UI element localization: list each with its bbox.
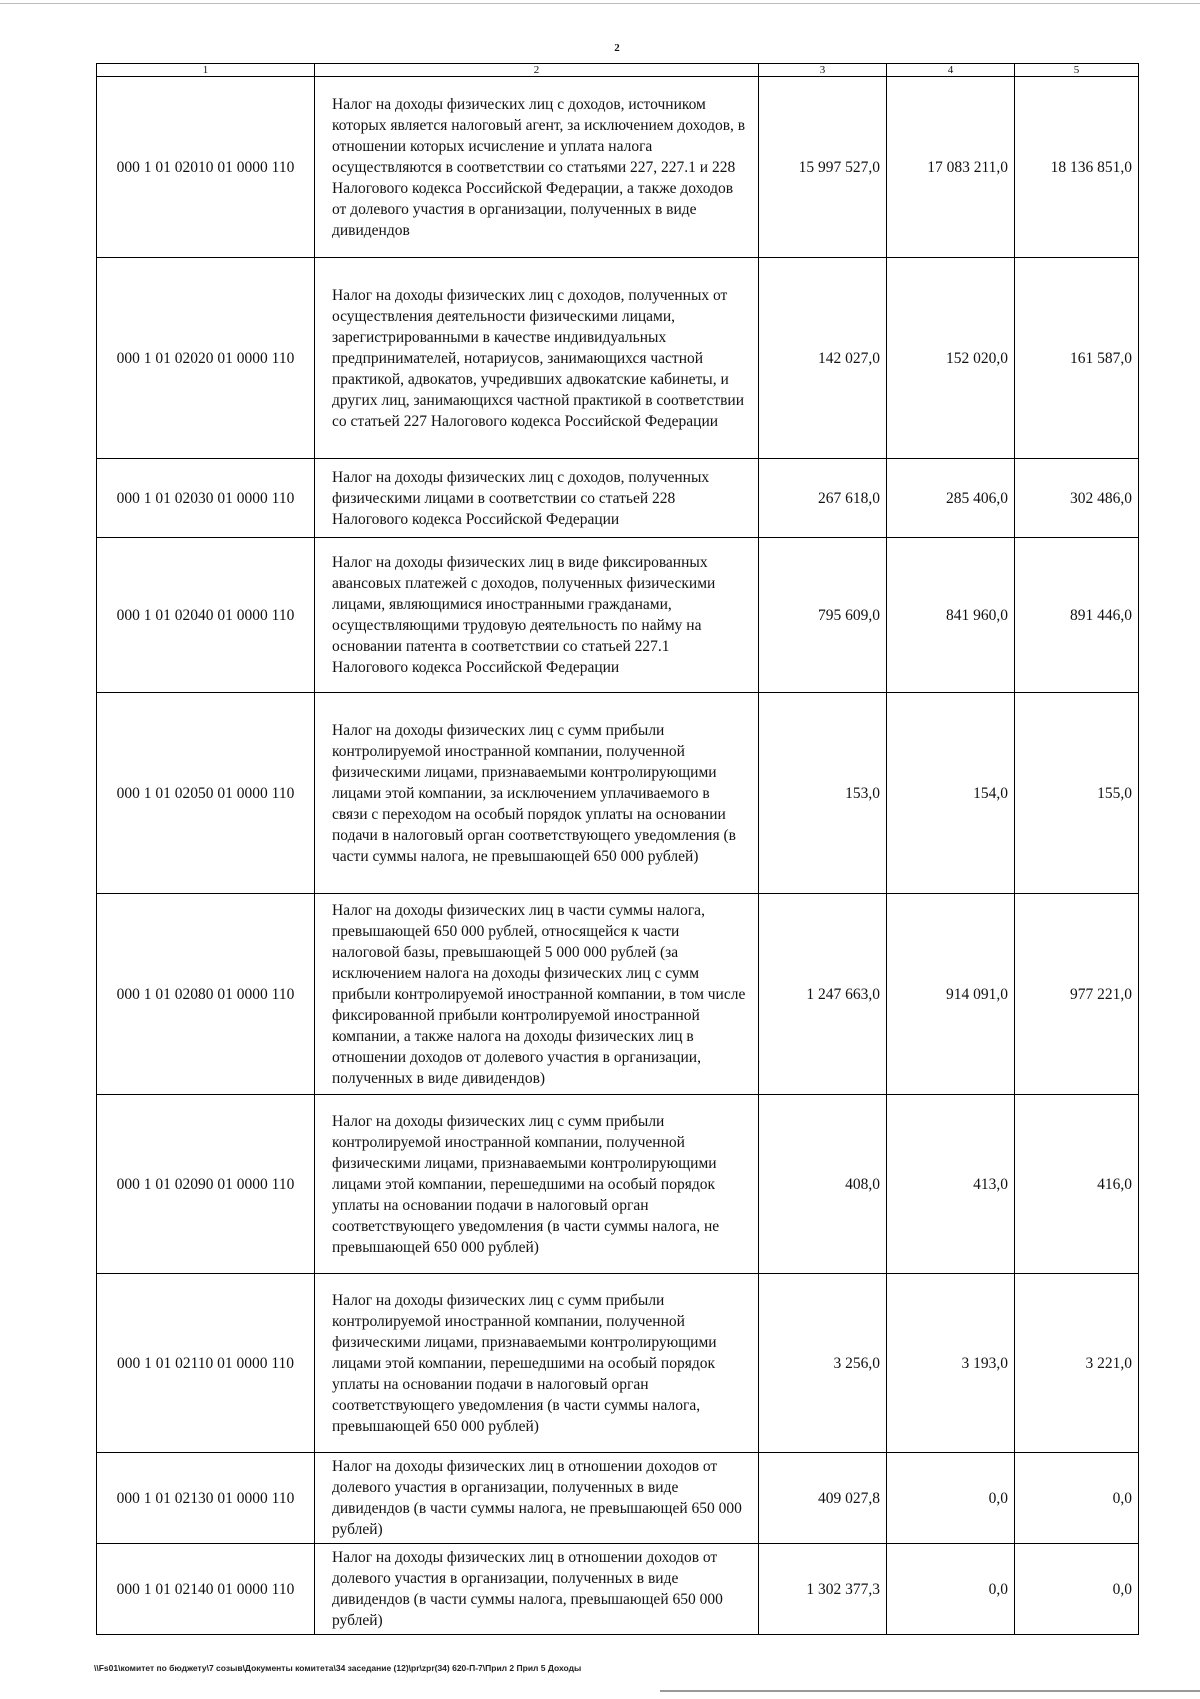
- table-row: [97, 693, 1139, 894]
- amount-col3-cell: 408,0: [759, 1095, 887, 1274]
- amount-col3-cell: 3 256,0: [759, 1274, 887, 1453]
- revenue-name-cell: Налог на доходы физических лиц в виде фиксированных авансовых платежей с доходов, полученных физическими лицами, являющимися иностранными гражданами, осуществляющими трудовую деятельность по найму на основании патента в соответствии со статьей 227.1 Налогового кодекса Российской Федерации: [315, 538, 759, 693]
- amount-col5-cell: 3 221,0: [1015, 1274, 1139, 1453]
- amount-col5-cell: 977 221,0: [1015, 894, 1139, 1095]
- table-row: [97, 894, 1139, 1095]
- revenue-name-cell: Налог на доходы физических лиц с сумм прибыли контролируемой иностранной компании, полученной физическими лицами, признаваемыми контролирующими лицами этой компании, перешедшими на особый порядок уплаты на основании подачи в налоговый орган соответствующего уведомления (в части суммы налога, не превышающей 650 000 рублей): [315, 1095, 759, 1274]
- amount-col4-cell: 17 083 211,0: [887, 77, 1015, 258]
- table-row: [97, 1544, 1139, 1635]
- amount-col5-cell: 155,0: [1015, 693, 1139, 894]
- table-row: [97, 77, 1139, 258]
- table-row: [97, 1274, 1139, 1453]
- budget-code-cell: 000 1 01 02030 01 0000 110: [97, 459, 315, 538]
- amount-col3-cell: 142 027,0: [759, 258, 887, 459]
- budget-code-cell: 000 1 01 02110 01 0000 110: [97, 1274, 315, 1453]
- amount-col4-cell: 413,0: [887, 1095, 1015, 1274]
- revenue-name-cell: Налог на доходы физических лиц с доходов, полученных от осуществления деятельности физическими лицами, зарегистрированными в качестве индивидуальных предпринимателей, нотариусов, занимающихся частной практикой, адвокатов, учредивших адвокатские кабинеты, и других лиц, занимающихся частной практикой в соответствии со статьей 227 Налогового кодекса Российской Федерации: [315, 258, 759, 459]
- page-number: 2: [614, 42, 620, 54]
- amount-col3-cell: 795 609,0: [759, 538, 887, 693]
- scan-edge-line: [660, 1690, 1200, 1692]
- revenue-name-cell: Налог на доходы физических лиц в отношении доходов от долевого участия в организации, полученных в виде дивидендов (в части суммы налога, не превышающей 650 000 рублей): [315, 1453, 759, 1544]
- amount-col5-cell: 416,0: [1015, 1095, 1139, 1274]
- amount-col5-cell: 161 587,0: [1015, 258, 1139, 459]
- revenue-name-cell: Налог на доходы физических лиц в части суммы налога, превышающей 650 000 рублей, относящейся к части налоговой базы, превышающей 5 000 000 рублей (за исключением налога на доходы физических лиц с сумм прибыли контролируемой иностранной компании, в том числе фиксированной прибыли контролируемой иностранной компании, а также налога на доходы физических лиц в отношении доходов от долевого участия в организации, полученных в виде дивидендов): [315, 894, 759, 1095]
- amount-col5-cell: 891 446,0: [1015, 538, 1139, 693]
- amount-col4-cell: 154,0: [887, 693, 1015, 894]
- column-header-1: 1: [97, 64, 315, 77]
- column-header-2: 2: [315, 64, 759, 77]
- amount-col5-cell: 18 136 851,0: [1015, 77, 1139, 258]
- budget-code-cell: 000 1 01 02040 01 0000 110: [97, 538, 315, 693]
- scan-edge-line: [0, 3, 1200, 4]
- revenue-table: [96, 63, 1139, 1635]
- amount-col5-cell: 0,0: [1015, 1544, 1139, 1635]
- column-header-3: 3: [759, 64, 887, 77]
- table-row: [97, 1095, 1139, 1274]
- budget-code-cell: 000 1 01 02010 01 0000 110: [97, 77, 315, 258]
- amount-col4-cell: 3 193,0: [887, 1274, 1015, 1453]
- amount-col4-cell: 0,0: [887, 1544, 1015, 1635]
- revenue-name-cell: Налог на доходы физических лиц с доходов, источником которых является налоговый агент, за исключением доходов, в отношении которых исчисление и уплата налога осуществляются в соответствии со статьями 227, 227.1 и 228 Налогового кодекса Российской Федерации, а также доходов от долевого участия в организации, полученных в виде дивидендов: [315, 77, 759, 258]
- column-header-5: 5: [1015, 64, 1139, 77]
- revenue-name-cell: Налог на доходы физических лиц с сумм прибыли контролируемой иностранной компании, полученной физическими лицами, признаваемыми контролирующими лицами этой компании, за исключением уплачиваемого в связи с переходом на особый порядок уплаты на основании подачи в налоговый орган соответствующего уведомления (в части суммы налога, не превышающей 650 000 рублей): [315, 693, 759, 894]
- budget-code-cell: 000 1 01 02090 01 0000 110: [97, 1095, 315, 1274]
- amount-col3-cell: 409 027,8: [759, 1453, 887, 1544]
- budget-code-cell: 000 1 01 02080 01 0000 110: [97, 894, 315, 1095]
- table-row: [97, 258, 1139, 459]
- amount-col4-cell: 0,0: [887, 1453, 1015, 1544]
- column-header-4: 4: [887, 64, 1015, 77]
- amount-col3-cell: 267 618,0: [759, 459, 887, 538]
- budget-code-cell: 000 1 01 02130 01 0000 110: [97, 1453, 315, 1544]
- amount-col5-cell: 0,0: [1015, 1453, 1139, 1544]
- revenue-name-cell: Налог на доходы физических лиц с сумм прибыли контролируемой иностранной компании, полученной физическими лицами, признаваемыми контролирующими лицами этой компании, перешедшими на особый порядок уплаты на основании подачи в налоговый орган соответствующего уведомления (в части суммы налога, превышающей 650 000 рублей): [315, 1274, 759, 1453]
- budget-code-cell: 000 1 01 02140 01 0000 110: [97, 1544, 315, 1635]
- budget-code-cell: 000 1 01 02050 01 0000 110: [97, 693, 315, 894]
- amount-col5-cell: 302 486,0: [1015, 459, 1139, 538]
- amount-col4-cell: 152 020,0: [887, 258, 1015, 459]
- table-row: [97, 1453, 1139, 1544]
- amount-col4-cell: 285 406,0: [887, 459, 1015, 538]
- amount-col4-cell: 841 960,0: [887, 538, 1015, 693]
- table-row: [97, 538, 1139, 693]
- revenue-name-cell: Налог на доходы физических лиц в отношении доходов от долевого участия в организации, полученных в виде дивидендов (в части суммы налога, превышающей 650 000 рублей): [315, 1544, 759, 1635]
- amount-col3-cell: 1 247 663,0: [759, 894, 887, 1095]
- revenue-name-cell: Налог на доходы физических лиц с доходов, полученных физическими лицами в соответствии со статьей 228 Налогового кодекса Российской Федерации: [315, 459, 759, 538]
- amount-col4-cell: 914 091,0: [887, 894, 1015, 1095]
- file-path-footer: \\Fs01\комитет по бюджету\7 созыв\Документы комитета\34 заседание (12)\pr\zpr(34) 620-П-7\Прил 2 Прил 5 Доходы: [94, 1663, 582, 1673]
- table-header-row: [97, 64, 1139, 77]
- amount-col3-cell: 1 302 377,3: [759, 1544, 887, 1635]
- table-row: [97, 459, 1139, 538]
- amount-col3-cell: 15 997 527,0: [759, 77, 887, 258]
- budget-code-cell: 000 1 01 02020 01 0000 110: [97, 258, 315, 459]
- amount-col3-cell: 153,0: [759, 693, 887, 894]
